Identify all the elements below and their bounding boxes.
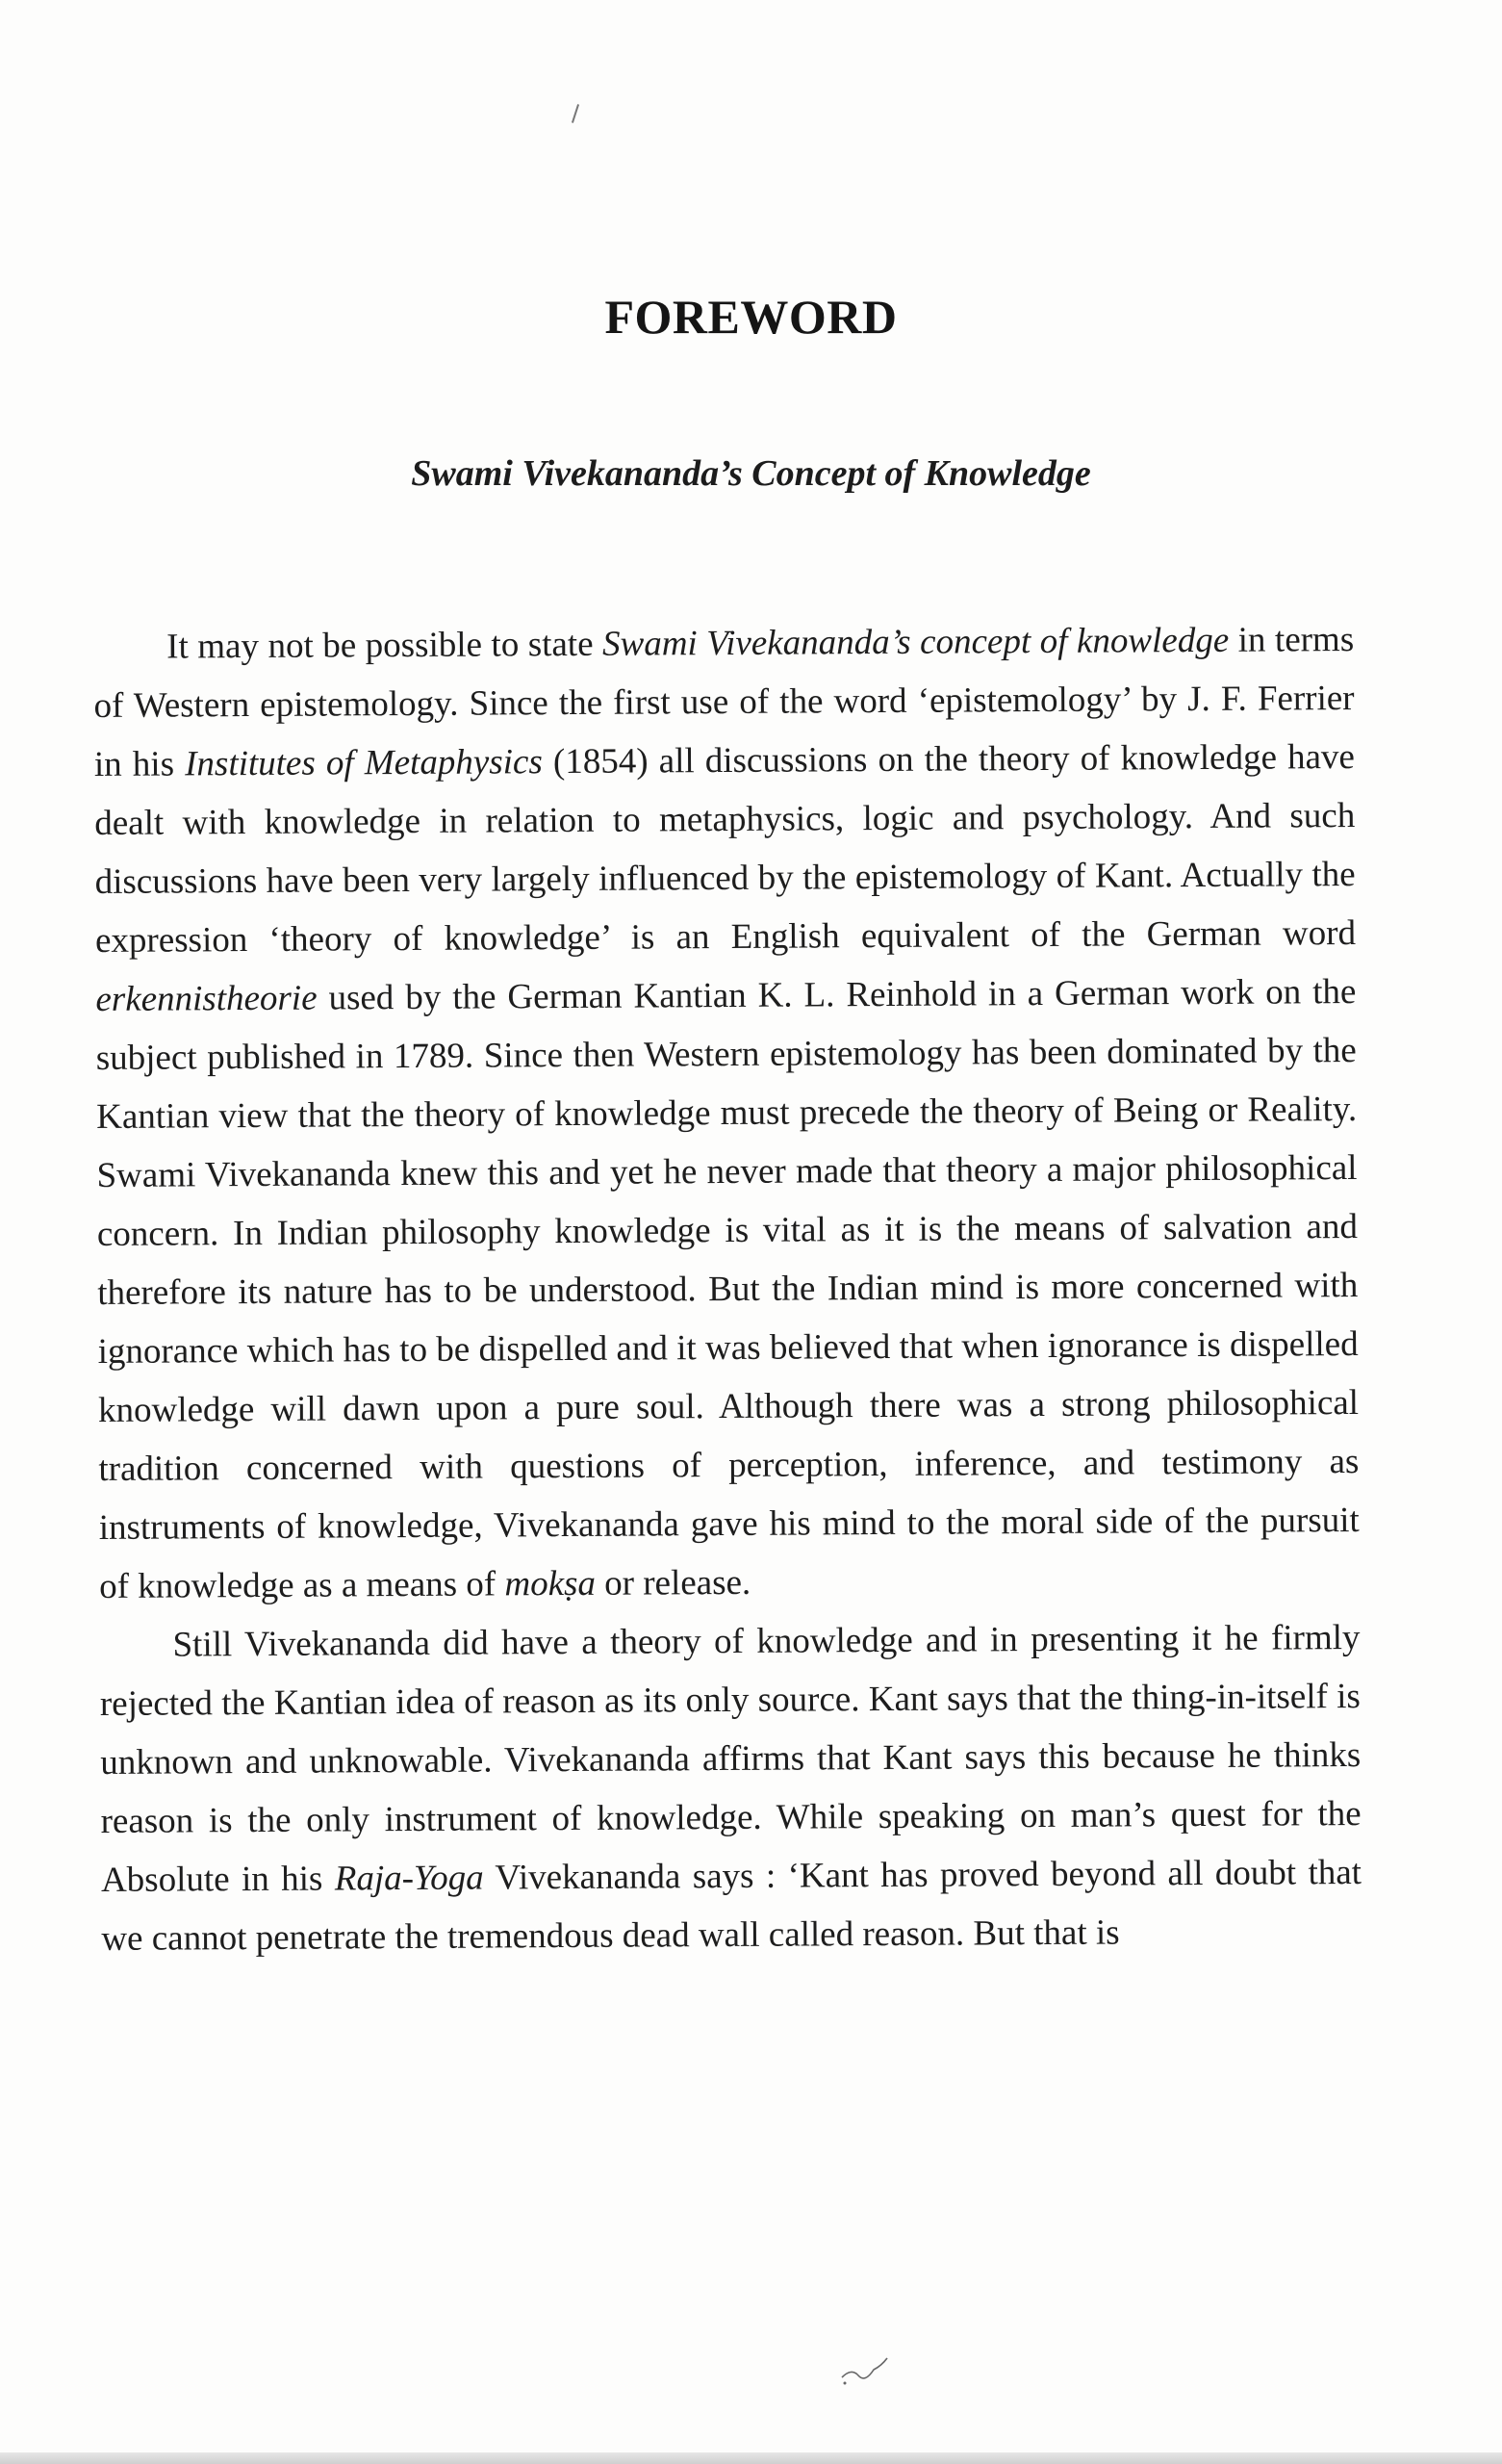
p1-text-2: in terms of Western epistemology. Since the first use of the word ‘epistemology’ by J. F. Ferrier in his: [93, 619, 1355, 784]
p1-emphasis-1: Swami Vivekananda’s concept of knowledge: [601, 620, 1230, 664]
pen-scribble: [837, 2348, 895, 2387]
page-bottom-edge: [0, 2452, 1502, 2464]
p1-text-3: (1854) all discussions on the theory of knowledge have dealt with knowledge in relation to metaphysics, logic and psychology. And such discussions have been very largely influenced by the epistemology of Kant. Actually the expression ‘theory of knowledge’ is an English equivalent of the German word: [94, 736, 1357, 961]
stray-mark: [572, 104, 579, 123]
p1-text-5: or release.: [595, 1562, 751, 1604]
p1-text-1: It may not be possible to state: [166, 624, 603, 667]
paragraph-2: [99, 1608, 1362, 1968]
p1-book-title: Institutes of Metaphysics: [185, 742, 543, 784]
page-title: FOREWORD: [604, 290, 898, 344]
subtitle: Swami Vivekananda’s Concept of Knowledge: [411, 453, 1091, 494]
paragraph-1: [93, 610, 1360, 1616]
p2-text-2: Vivekananda says : ‘Kant has proved beyond all doubt that we cannot penetrate the tremendous dead wall called reason. But that is: [101, 1852, 1362, 1959]
p1-german-term: erkennistheorie: [95, 978, 318, 1019]
body-text: [93, 610, 1362, 1968]
p2-text-1: Still Vivekananda did have a theory of knowledge and in presenting it he firmly rejected the Kantian idea of reason as its only source. Kant says that the thing-in-itself is unknown and unknowable. Vivekananda affirms that Kant says this because he thinks reason is the only instrument of knowledge. While speaking on man’s quest for the Absolute in his: [99, 1617, 1362, 1900]
p2-book-title: Raja-Yoga: [334, 1858, 484, 1899]
p1-sanskrit-term: mokṣa: [504, 1563, 597, 1604]
p1-text-4: used by the German Kantian K. L. Reinhold in a German work on the subject published in 1789. Since then Western epistemology has been dominated by the Kantian view that the theory of knowledge must precede the theory of Being or Reality. Swami Vivekananda knew this and yet he never made that theory a major philosophical concern. In Indian philosophy knowledge is vital as it is the means of salvation and therefore its nature has to be understood. But the Indian mind is more concerned with ignorance which has to be dispelled and it was believed that when ignorance is dispelled knowledge will dawn upon a pure soul. Although there was a strong philosophical tradition concerned with questions of perception, inference, and testimony as instruments of knowledge, Vivekananda gave his mind to the moral side of the pursuit of knowledge as a means of: [95, 971, 1360, 1606]
